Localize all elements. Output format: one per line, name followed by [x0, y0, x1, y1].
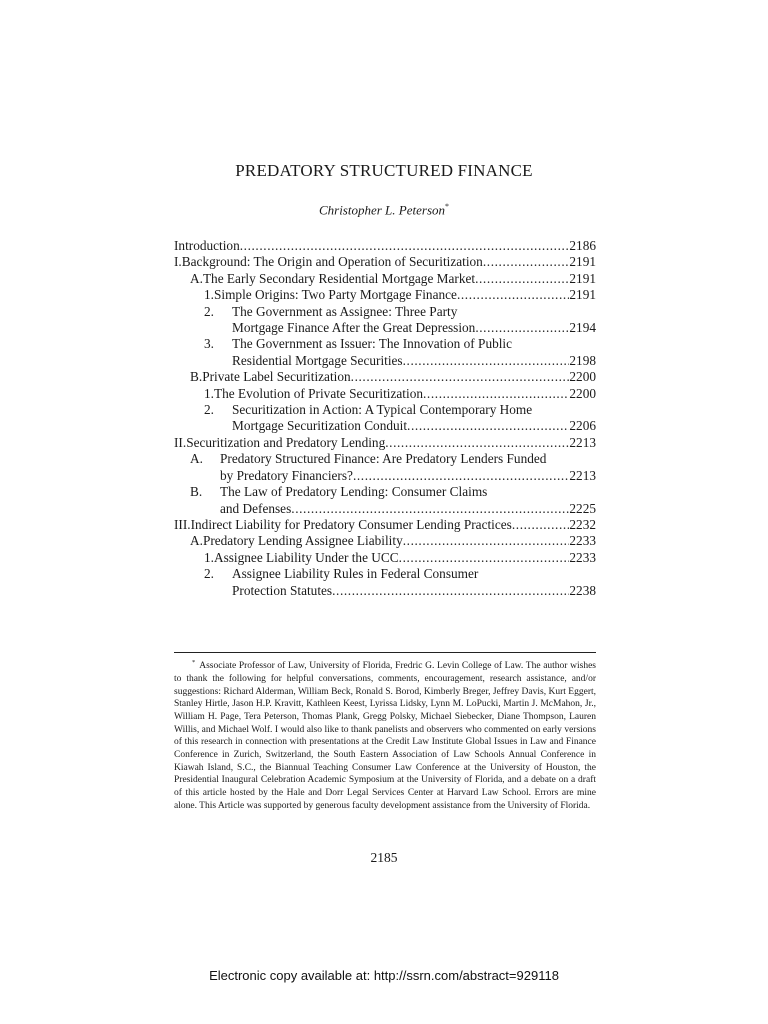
toc-number: A. — [190, 533, 203, 549]
toc-entry — [174, 386, 596, 402]
toc-page-number: 2191 — [569, 254, 596, 270]
toc-entry — [174, 451, 596, 484]
toc-leader-dots — [351, 369, 570, 385]
toc-page-number: 2194 — [569, 320, 596, 336]
toc-heading-text: The Evolution of Private Securitization — [213, 385, 423, 401]
toc-heading-text: Background: The Origin and Operation of Securitization — [181, 254, 483, 270]
toc-number: I. — [174, 254, 182, 270]
toc-number: III. — [174, 516, 191, 532]
toc-number: 2. — [204, 402, 214, 418]
toc-heading-text: The Early Secondary Residential Mortgage Market — [202, 270, 476, 286]
toc-entry — [174, 517, 596, 533]
toc-entry — [174, 336, 596, 369]
toc-entry — [174, 238, 596, 254]
toc-heading-text: Mortgage Finance After the Great Depression — [232, 320, 476, 336]
toc-page-number: 2198 — [569, 352, 596, 368]
toc-heading-text: The Law of Predatory Lending: Consumer Claims — [220, 484, 488, 500]
toc-leader-dots — [291, 501, 569, 517]
author-footnote — [174, 657, 596, 813]
toc-entry — [174, 550, 596, 566]
toc-leader-dots — [399, 550, 570, 566]
article-title: PREDATORY STRUCTURED FINANCE — [235, 161, 533, 180]
toc-heading-text: Simple Origins: Two Party Mortgage Finance — [213, 287, 457, 303]
toc-heading-text: Securitization in Action: A Typical Contemporary Home — [232, 402, 533, 418]
toc-number: A. — [190, 270, 203, 286]
toc-heading-text: Predatory Lending Assignee Liability — [202, 533, 403, 549]
toc-leader-dots — [475, 320, 569, 336]
toc-heading-text: Assignee Liability Rules in Federal Consumer — [232, 566, 479, 582]
toc-page-number: 2213 — [569, 434, 596, 450]
toc-page-number: 2225 — [569, 500, 596, 516]
toc-entry — [174, 287, 596, 303]
toc-page-number: 2233 — [569, 549, 596, 565]
toc-number: 1. — [204, 549, 214, 565]
toc-number: B. — [190, 369, 203, 385]
toc-entry — [174, 369, 596, 385]
toc-page-number: 2233 — [569, 533, 596, 549]
toc-leader-dots — [512, 517, 570, 533]
toc-number: II. — [174, 434, 187, 450]
toc-leader-dots — [353, 468, 569, 484]
toc-entry — [174, 254, 596, 270]
toc-leader-dots — [423, 386, 569, 402]
toc-leader-dots — [385, 435, 569, 451]
toc-entry — [174, 435, 596, 451]
toc-entry — [174, 271, 596, 287]
toc-page-number: 2232 — [569, 516, 596, 532]
toc-heading-text: The Government as Assignee: Three Party — [232, 303, 458, 319]
toc-leader-dots — [403, 353, 570, 369]
toc-leader-dots — [240, 238, 570, 254]
toc-number: 2. — [204, 566, 214, 582]
toc-heading-text: Predatory Structured Finance: Are Predatory Lenders Funded — [220, 451, 547, 467]
toc-page-number: 2206 — [569, 418, 596, 434]
toc-leader-dots — [403, 533, 570, 549]
toc-heading-text: Indirect Liability for Predatory Consumer Lending Practices — [190, 516, 512, 532]
toc-leader-dots — [407, 418, 569, 434]
toc-heading-text: Mortgage Securitization Conduit — [232, 418, 408, 434]
toc-number: 1. — [204, 385, 214, 401]
toc-entry — [174, 533, 596, 549]
toc-entry — [174, 304, 596, 337]
toc-heading-text: Private Label Securitization — [202, 369, 351, 385]
author-line — [0, 202, 768, 218]
toc-number: B. — [190, 484, 203, 500]
toc-heading-text: and Defenses — [220, 500, 292, 516]
toc-heading-text: Assignee Liability Under the UCC — [213, 549, 399, 565]
toc-heading-text: by Predatory Financiers? — [220, 467, 353, 483]
toc-leader-dots — [457, 287, 569, 303]
toc-page-number: 2186 — [569, 238, 596, 253]
toc-page-number: 2200 — [569, 369, 596, 385]
toc-number: 1. — [204, 287, 214, 303]
author-name: Christopher L. Peterson — [318, 202, 446, 218]
toc-number: 2. — [204, 303, 214, 319]
toc-entry — [174, 566, 596, 599]
ssrn-availability-notice: Electronic copy available at: http://ssrn.com/abstract=929118 — [209, 968, 559, 983]
author-footnote-mark: * — [445, 202, 450, 211]
toc-page-number: 2213 — [569, 467, 596, 483]
toc-heading-text: Protection Statutes — [232, 582, 333, 598]
toc-heading-text: The Government as Issuer: The Innovation of Public — [232, 336, 513, 352]
toc-heading-text: Securitization and Predatory Lending — [186, 434, 386, 450]
toc-leader-dots — [483, 254, 570, 270]
footnote-mark: * — [192, 659, 196, 666]
toc-heading-text: Introduction — [174, 238, 240, 253]
toc-entry — [174, 402, 596, 435]
toc-page-number: 2191 — [569, 270, 596, 286]
footnote-text: Associate Professor of Law, University of Florida, Fredric G. Levin College of Law. The author wishes to thank the following for helpful conversations, comments, encouragement, research assistance, and/or suggestions: Richard Alderman, William Beck, Ronald S. Borod, Kimberly Breger, Jeffrey Davis, Kurt Eggert, Stanley Hirtle, Jason H.P. Kravitt, Kathleen Keest, Lyrissa Lidsky, Lynn M. LoPucki, Martin J. McMahon, Jr., William H. Page, Tera Peterson, Thomas Plank, Gregg Polsky, Michael Siebecker, Diane Thompson, Lauren Willis, and Michael Wolf. I would also like to thank panelists and observers who commented on early versions of this research in connection with presentations at the Credit Law Institute Global Issues in Law and Finance Conference in Zurich, Switzerland, the South Eastern Association of Law Schools Annual Conference in Kiawah Island, S.C., the Biannual Teaching Consumer Law Conference at the University of Houston, the Presidential Inaugural Celebration Academic Symposium at the University of Florida, and a debate on a draft of this article hosted by the Hale and Dorr Legal Services Center at Harvard Law School. Errors are mine alone. This Article was supported by generous faculty development assistance from the University of Florida. — [174, 661, 596, 811]
toc-number: A. — [190, 451, 203, 467]
toc-page-number: 2200 — [569, 385, 596, 401]
toc-leader-dots — [332, 583, 569, 599]
footnote-divider — [174, 652, 596, 653]
toc-heading-text: Residential Mortgage Securities — [232, 352, 403, 368]
page-number: 2185 — [370, 850, 398, 865]
toc-number: 3. — [204, 336, 214, 352]
table-of-contents — [174, 238, 596, 599]
toc-page-number: 2238 — [569, 582, 596, 598]
toc-entry — [174, 484, 596, 517]
toc-leader-dots — [475, 271, 569, 287]
toc-page-number: 2191 — [569, 287, 596, 303]
